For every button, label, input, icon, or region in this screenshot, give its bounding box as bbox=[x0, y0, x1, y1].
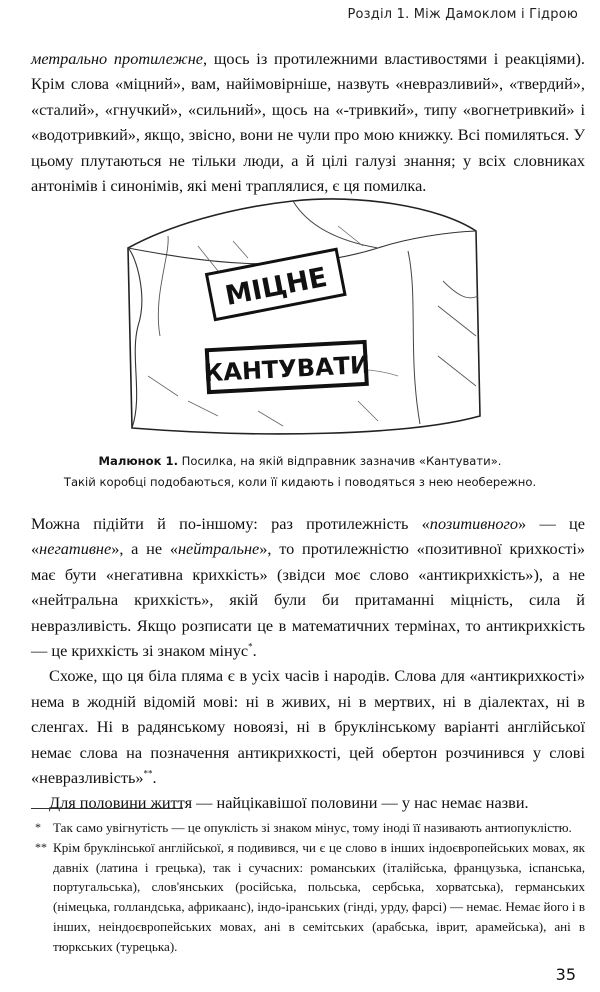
running-header: Розділ 1. Між Дамоклом і Гідрою bbox=[347, 7, 578, 22]
page-number: 35 bbox=[555, 965, 576, 984]
italic-term: негативне bbox=[39, 539, 112, 559]
paragraph-two bbox=[31, 511, 585, 663]
caption-line-1: Посилка, на якій відправник зазначив «Кантувати». bbox=[178, 454, 502, 468]
caption-number: Малюнок 1. bbox=[98, 454, 178, 468]
footnote-ref[interactable]: * bbox=[248, 641, 253, 652]
paragraph-four: Для половини життя — найцікавішої половини — у нас немає назви. bbox=[49, 793, 529, 813]
text-run: . bbox=[252, 641, 257, 661]
footnote-text: Крім бруклінської англійської, я подивився, чи є це слово в інших індоєвропейських мовах, як давніх (латина і грецька), так і сучасних: романських (італійська, французька, іспанська, португальська), слов'янських (російська, польська, сербська, хорватська), германських (німецька, голландська, африкаанс), індо-іранських (гінді, урду, фарсі) — немає. Немає його і в інших, неіндоєвропейських мовах, ані в семітських (арабська, іврит, арамейська), ані в тюркських (турецька). bbox=[53, 839, 585, 954]
parcel-illustration bbox=[108, 186, 498, 441]
text-run: Схоже, що ця біла пляма є в усіх часів і народів. Слова для «антикрихкості» нема в жодній відомій мові: ні в живих, ні в мертвих, ні в діалектах, ні в сленгах. Ні в радянському новоязі, ні в бруклінському варіанті англійської немає слова на позначення антикрихкості, цей обертон розчинився у слові «невразливість» bbox=[31, 666, 585, 788]
parcel-label-top: МІЦНЕ bbox=[222, 261, 330, 312]
text-run: », а не « bbox=[111, 539, 178, 559]
italic-term: позитивного bbox=[429, 514, 519, 533]
paragraph-three bbox=[31, 663, 585, 790]
paragraph-text: , щось із протилежними властивостями і реакціями). Крім слова «міцний», вам, найімовірніше, назвуть «невразливий», «твердий», «сталий», «гнучкий», «сильний», щось на «-тривкий», типу «вогнетривкий» і «водотривкий», якщо, звісно, вони не чули про мою книжку. Всі помиляться. У цьому плутаються не тільки люди, а й цілі галузі знання; у всіх словниках антонімів і синонімів, які мені траплялися, є ця помилка. bbox=[31, 49, 585, 196]
text-run: Можна підійти й по-іншому: раз протилежність « bbox=[31, 514, 430, 533]
main-text bbox=[31, 511, 585, 816]
text-run: », то протилежністю «позитивної крихкості» має бути «негативна крихкість» (звідси моє слово «антикрихкість»), а не «нейтральна крихкість», якій були би притаманні міцність, сила й невразливість. Якщо розписати це в математичних термінах, то антикрихкість — це крихкість зі знаком мінус bbox=[31, 539, 585, 661]
footnotes bbox=[31, 818, 585, 957]
footnote-text: Так само увігнутість — це опуклість зі знаком мінус, тому іноді її називають антиопуклістю. bbox=[53, 820, 572, 835]
parcel-drawing bbox=[108, 186, 498, 441]
text-run: » — це « bbox=[31, 514, 585, 559]
text-run: . bbox=[152, 768, 157, 788]
italic-fragment: метрально протилежне bbox=[31, 49, 204, 68]
footnote-mark: ** bbox=[35, 839, 47, 854]
footnote-1 bbox=[31, 818, 585, 838]
footnote-divider bbox=[31, 808, 183, 809]
italic-term: нейтральне bbox=[177, 539, 260, 559]
caption-line-2: Такій коробці подобаються, коли її кидають і поводяться з нею необережно. bbox=[63, 475, 537, 489]
opening-paragraph bbox=[31, 46, 585, 198]
footnote-2 bbox=[31, 838, 585, 957]
footnote-ref[interactable]: ** bbox=[143, 768, 153, 779]
parcel-label-bottom: КАНТУВАТИ bbox=[203, 350, 371, 388]
figure-caption bbox=[20, 451, 580, 493]
footnote-mark: * bbox=[35, 820, 41, 834]
